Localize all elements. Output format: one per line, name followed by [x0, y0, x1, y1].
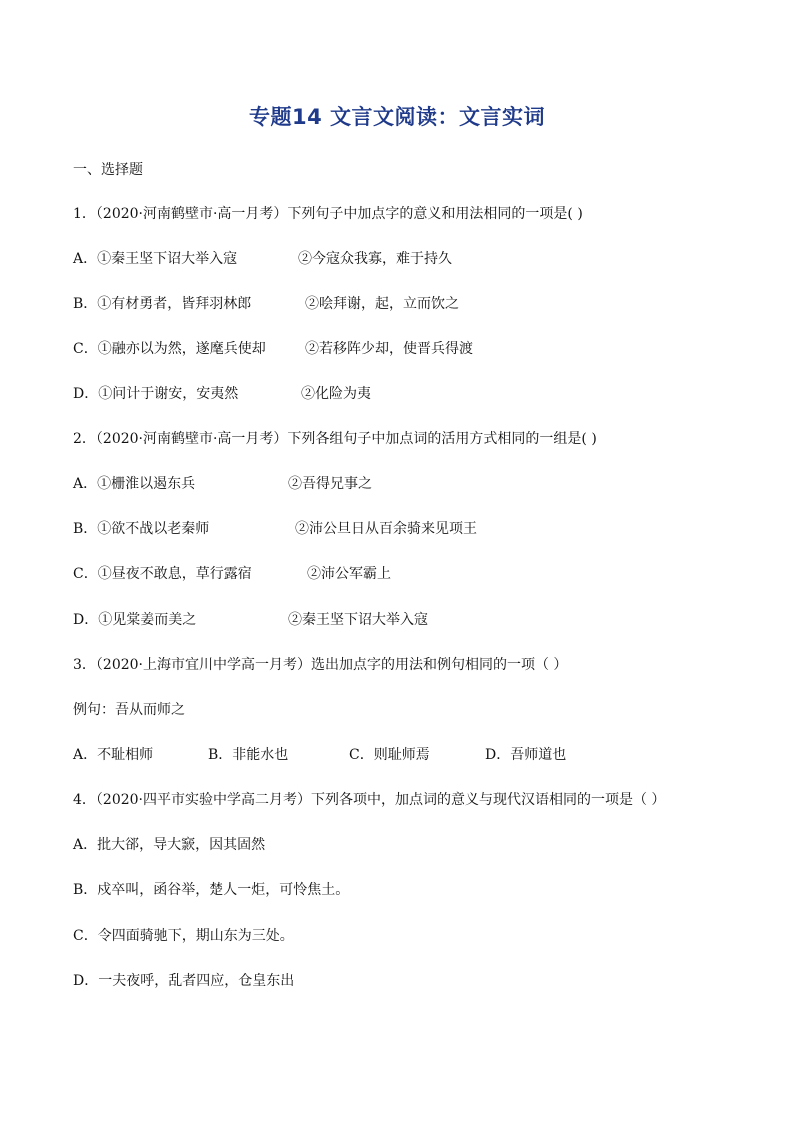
question-3-stem: 3．（2020·上海市宜川中学高一月考）选出加点字的用法和例句相同的一项（ ） — [73, 657, 568, 673]
option-c-1: C．①融亦以为然，遂麾兵使却 — [73, 341, 266, 357]
option-c-2: ②若移阵少却，使晋兵得渡 — [305, 341, 473, 357]
page-title: 专题14 文言文阅读：文言实词 — [248, 105, 546, 129]
option-d-1: D．①问计于谢安，安夷然 — [73, 386, 239, 402]
question-1-option-a — [73, 250, 452, 268]
option-a-2: ②吾得兄事之 — [288, 476, 372, 492]
question-3-example: 例句：吾从而师之 — [73, 702, 185, 718]
option-a-2: ②今寇众我寡，难于持久 — [298, 251, 452, 267]
question-1-option-c — [73, 340, 473, 358]
option-b-2: ②沛公旦日从百余骑来见项王 — [295, 521, 477, 537]
option-c-2: ②沛公军霸上 — [307, 566, 391, 582]
choice-d: D．吾师道也 — [485, 747, 567, 763]
choice-c: C．则耻师焉 — [349, 747, 430, 763]
choice-b: B．非能水也 — [208, 747, 289, 763]
question-2-option-d — [73, 611, 428, 629]
section-heading: 一、选择题 — [73, 162, 143, 178]
question-1-stem: 1．（2020·河南鹤壁市·高一月考）下列句子中加点字的意义和用法相同的一项是( ) — [73, 206, 583, 222]
option-b-1: B．①欲不战以老秦师 — [73, 521, 210, 537]
option-d-1: D．①见棠姜而美之 — [73, 612, 197, 628]
question-2-option-b — [73, 520, 477, 538]
question-2-option-a — [73, 475, 372, 493]
question-1-option-b — [73, 295, 459, 313]
question-4-option-a: A．批大郤，导大窾，因其固然 — [73, 837, 266, 853]
option-c-1: C．①昼夜不敢息，草行露宿 — [73, 566, 252, 582]
option-d-2: ②秦王坚下诏大举入寇 — [288, 612, 428, 628]
question-1-option-d — [73, 385, 371, 403]
option-b-1: B．①有材勇者，皆拜羽林郎 — [73, 296, 252, 312]
option-a-1: A．①秦王坚下诏大举入寇 — [73, 251, 238, 267]
question-3-choices — [73, 746, 567, 764]
question-4-option-b: B．戍卒叫，函谷举，楚人一炬，可怜焦土。 — [73, 882, 350, 898]
question-4-option-d: D．一夫夜呼，乱者四应，仓皇东出 — [73, 973, 295, 989]
question-4-stem: 4．（2020·四平市实验中学高二月考）下列各项中，加点词的意义与现代汉语相同的一项是（ ） — [73, 792, 666, 808]
option-a-1: A．①栅淮以遏东兵 — [73, 476, 196, 492]
option-d-2: ②化险为夷 — [301, 386, 371, 402]
question-2-stem: 2．（2020·河南鹤壁市·高一月考）下列各组句子中加点词的活用方式相同的一组是( ) — [73, 431, 597, 447]
question-2-option-c — [73, 565, 391, 583]
choice-a: A．不耻相师 — [73, 747, 154, 763]
question-4-option-c: C．令四面骑驰下，期山东为三处。 — [73, 928, 294, 944]
option-b-2: ②哙拜谢，起，立而饮之 — [305, 296, 459, 312]
